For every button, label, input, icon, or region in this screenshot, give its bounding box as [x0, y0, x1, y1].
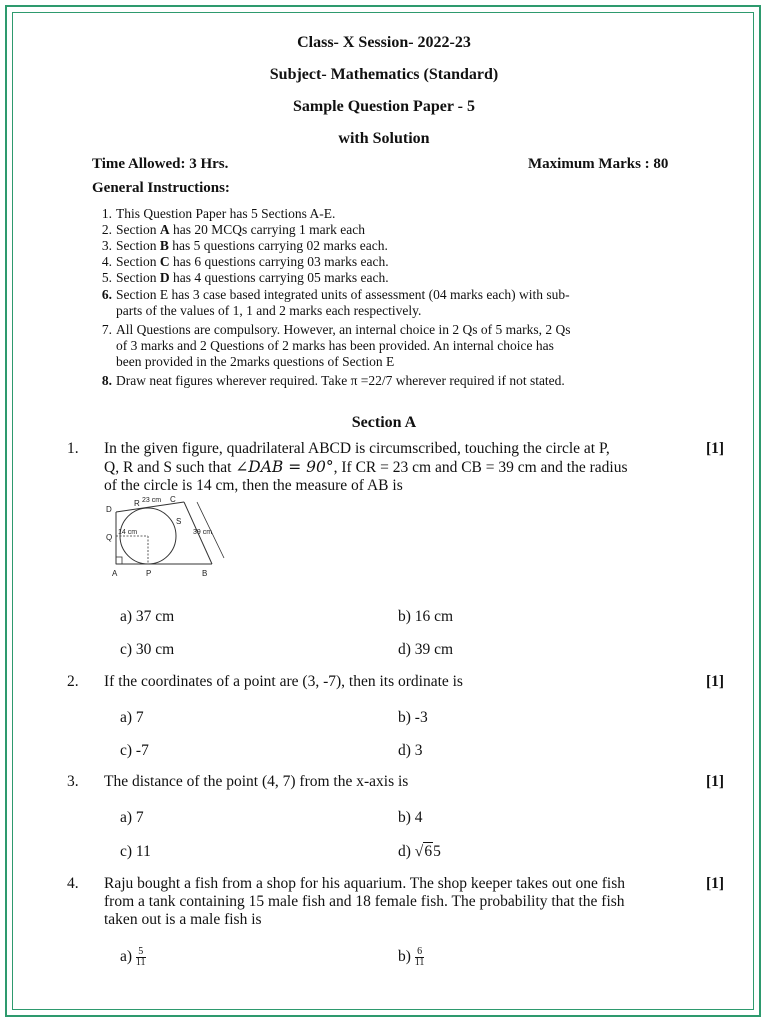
- question-3-text: The distance of the point (4, 7) from the x-axis is: [104, 773, 409, 790]
- fraction: [136, 947, 146, 968]
- instruction-text: been provided in the 2marks questions of Section E: [116, 354, 395, 369]
- option-d: [398, 843, 441, 861]
- instruction-text: has 5 questions carrying 02 marks each.: [168, 238, 388, 253]
- instruction-number: 7.: [101, 322, 112, 337]
- option-b: b) -3: [398, 709, 428, 726]
- instruction-text: Section: [116, 238, 160, 253]
- option-d: d) 39 cm: [398, 641, 454, 658]
- question-marks: [1]: [706, 440, 725, 457]
- question-2-text: If the coordinates of a point are (3, -7), then its ordinate is: [104, 673, 463, 690]
- instruction-text: has 20 MCQs carrying 1 mark each: [169, 222, 365, 237]
- label-segment: 23 cm: [142, 497, 162, 504]
- section-letter: C: [159, 254, 170, 269]
- question-4-text: [104, 875, 704, 929]
- instruction-item: [101, 222, 676, 238]
- label-r: R: [134, 499, 140, 508]
- question-marks: [1]: [706, 673, 725, 690]
- instruction-number: 4.: [101, 254, 112, 269]
- option-c: c) 30 cm: [120, 641, 175, 658]
- fraction: [415, 947, 425, 968]
- instruction-number: 3.: [101, 238, 112, 253]
- solution-subtitle: with Solution: [338, 130, 430, 147]
- option-a: a) 7: [120, 709, 144, 726]
- instruction-item: [101, 238, 676, 254]
- general-instructions-title: General Instructions:: [92, 180, 230, 196]
- numerator: 5: [136, 947, 146, 958]
- question-fragment: , If CR = 23 cm and CB = 39 cm and the radius: [333, 459, 628, 476]
- radical-tail: 5: [433, 843, 441, 860]
- label-c: C: [170, 495, 176, 504]
- question-fragment: Q, R and S such that: [104, 459, 236, 476]
- instruction-item: [101, 206, 676, 222]
- question-line: Raju bought a fish from a shop for his aquarium. The shop keeper takes out one fish: [104, 875, 626, 892]
- instruction-text: has 4 questions carrying 05 marks each.: [169, 270, 389, 285]
- option-prefix: d): [398, 843, 415, 860]
- option-prefix: b): [398, 948, 415, 966]
- question-line: from a tank containing 15 male fish and 18 female fish. The probability that the fish: [104, 893, 625, 910]
- question-line: taken out is a male fish is: [104, 911, 262, 928]
- instruction-text: Section: [116, 270, 160, 285]
- instruction-number: 8.: [101, 373, 112, 388]
- question-number: 1.: [67, 440, 79, 457]
- denominator: 11: [414, 957, 425, 968]
- question-number: 2.: [67, 673, 79, 690]
- question-marks: [1]: [706, 875, 725, 892]
- instruction-item: [101, 270, 676, 286]
- question-number: 4.: [67, 875, 79, 892]
- option-b: b) 4: [398, 809, 423, 826]
- instruction-text: This Question Paper has 5 Sections A-E.: [116, 206, 336, 221]
- instruction-item: [101, 322, 676, 370]
- option-prefix: a): [120, 948, 136, 966]
- section-letter: B: [159, 238, 169, 253]
- instruction-text: Section: [116, 254, 160, 269]
- question-number: 3.: [67, 773, 79, 790]
- time-allowed: Time Allowed: 3 Hrs.: [92, 156, 229, 172]
- instruction-number: 2.: [101, 222, 112, 237]
- instruction-text: Section E has 3 case based integrated units of assessment (04 marks each) with sub-: [116, 287, 570, 302]
- instruction-text: has 6 questions carrying 03 marks each.: [169, 254, 389, 269]
- sqrt-expression: √65: [414, 843, 441, 860]
- label-radius: 14 cm: [118, 529, 138, 536]
- option-c: c) -7: [120, 742, 149, 759]
- label-s: S: [176, 517, 182, 526]
- option-c: c) 11: [120, 843, 151, 860]
- option-a: [120, 947, 146, 968]
- label-cb: 39 cm: [193, 529, 213, 536]
- instruction-text: All Questions are compulsory. However, an internal choice in 2 Qs of 5 marks, 2 Qs: [116, 322, 571, 337]
- section-letter: A: [159, 222, 170, 237]
- question-line: In the given figure, quadrilateral ABCD is circumscribed, touching the circle at P,: [104, 440, 610, 457]
- denominator: 11: [135, 957, 146, 968]
- instruction-item: [101, 254, 676, 270]
- label-p: P: [146, 569, 152, 578]
- maximum-marks: Maximum Marks : 80: [528, 156, 669, 172]
- instruction-number: 1.: [101, 206, 112, 221]
- question-line: of the circle is 14 cm, then the measure of AB is: [104, 477, 403, 494]
- instruction-number: 5.: [101, 270, 112, 285]
- option-a: a) 37 cm: [120, 608, 175, 625]
- question-marks: [1]: [706, 773, 725, 790]
- option-a: a) 7: [120, 809, 144, 826]
- instruction-item: [101, 287, 676, 319]
- numerator: 6: [415, 947, 425, 958]
- instruction-text: Section: [116, 222, 160, 237]
- instruction-item: [101, 373, 676, 389]
- subject-title: Subject- Mathematics (Standard): [269, 66, 499, 83]
- section-a-title: Section A: [351, 414, 417, 431]
- section-letter: D: [159, 270, 170, 285]
- option-b: [398, 947, 424, 968]
- instruction-number: 6.: [101, 287, 112, 302]
- paper-title: Sample Question Paper - 5: [293, 98, 475, 115]
- instruction-text: of 3 marks and 2 Questions of 2 marks has been provided. An internal choice has: [116, 338, 554, 353]
- label-b: B: [202, 569, 208, 578]
- option-d: d) 3: [398, 742, 423, 759]
- instruction-text: Draw neat figures wherever required. Take π =22/7 wherever required if not stated.: [116, 373, 565, 388]
- option-b: b) 16 cm: [398, 608, 454, 625]
- angle-expression: ∠DAB = 90°: [235, 458, 334, 476]
- label-d: D: [106, 505, 112, 514]
- question-1-text: [104, 440, 704, 495]
- quadrilateral-circle-figure: [100, 494, 250, 582]
- right-angle-mark: [116, 557, 122, 564]
- label-a: A: [112, 569, 118, 578]
- label-q: Q: [106, 533, 113, 542]
- question-line: [104, 458, 704, 477]
- radicand: 6: [424, 843, 433, 860]
- instruction-text: parts of the values of 1, 1 and 2 marks each respectively.: [116, 303, 422, 318]
- class-session-title: Class- X Session- 2022-23: [297, 34, 471, 51]
